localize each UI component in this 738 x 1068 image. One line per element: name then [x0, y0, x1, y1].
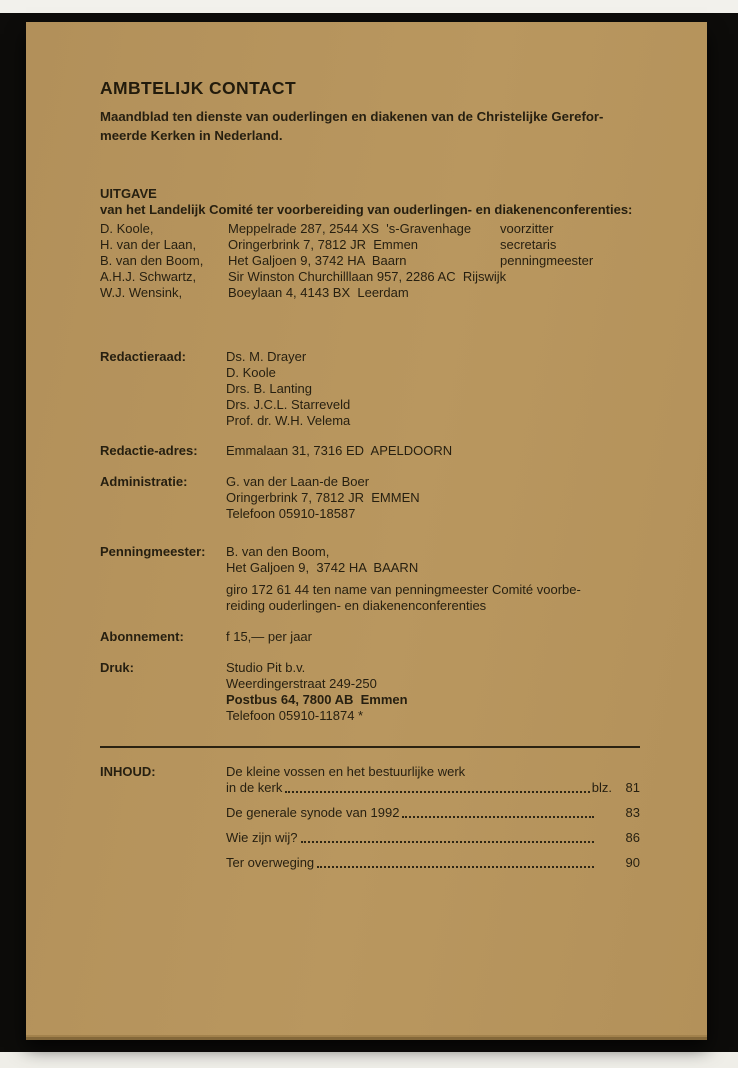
- section-redactieraad: [100, 349, 640, 429]
- uitgave-subheading: van het Landelijk Comité ter voorbereiding van ouderlingen- en diakenenconferenties:: [100, 202, 633, 218]
- subtitle-line: Maandblad ten dienste van ouderlingen en diakenen van de Christelijke Gerefor-: [100, 108, 604, 124]
- inhoud-section: [100, 764, 640, 871]
- value-line: G. van der Laan-de Boer: [226, 474, 370, 490]
- toc-title: Wie zijn wij?: [226, 830, 298, 846]
- uitgave-section: [100, 186, 640, 301]
- toc-page-row: [226, 780, 640, 796]
- toc-page-prefix: blz.: [591, 780, 612, 796]
- toc-title: De kleine vossen en het bestuurlijke werk: [226, 764, 466, 780]
- value-line: D. Koole: [226, 365, 276, 381]
- section-value: [226, 474, 640, 522]
- toc-item: [226, 764, 640, 796]
- value-line: Oringerbrink 7, 7812 JR EMMEN: [226, 490, 420, 506]
- member-role: secretaris: [500, 237, 557, 253]
- section-label: Penningmeester:: [100, 544, 206, 560]
- section-abonnement: [100, 629, 640, 645]
- section-value: [226, 349, 640, 429]
- member-row: [100, 269, 640, 285]
- section-label: Abonnement:: [100, 629, 184, 645]
- section-label: Administratie:: [100, 474, 188, 490]
- toc-page-number: 81: [625, 780, 640, 796]
- value-line: giro 172 61 44 ten name van penningmeester Comité voorbe-: [226, 582, 581, 598]
- value-line: Drs. B. Lanting: [226, 381, 312, 397]
- member-row: [100, 253, 640, 269]
- member-role: voorzitter: [500, 221, 554, 237]
- value-line: B. van den Boom,: [226, 544, 330, 560]
- value-line: Het Galjoen 9, 3742 HA BAARN: [226, 560, 419, 576]
- value-line: Weerdingerstraat 249-250: [226, 676, 377, 692]
- member-row: [100, 237, 640, 253]
- member-name: W.J. Wensink,: [100, 285, 183, 301]
- toc-title-row: [226, 764, 640, 780]
- member-address: Meppelrade 287, 2544 XS 's-Gravenhage: [228, 221, 472, 237]
- section-penningmeester: [100, 544, 640, 614]
- section-value: [226, 629, 640, 645]
- member-row: [100, 221, 640, 237]
- member-name: D. Koole,: [100, 221, 154, 237]
- section-value: [226, 544, 640, 614]
- page-content: [100, 78, 640, 871]
- divider-rule: [100, 746, 640, 748]
- toc-page-number: 86: [625, 830, 640, 846]
- scanner-edge-bottom: [0, 1052, 738, 1068]
- uitgave-heading: UITGAVE: [100, 186, 157, 202]
- toc-page-row: [226, 855, 640, 871]
- toc-page-row: [226, 805, 640, 821]
- value-line: reiding ouderlingen- en diakenenconferenties: [226, 598, 487, 614]
- value-line: f 15,— per jaar: [226, 629, 312, 645]
- toc-page-number: 83: [625, 805, 640, 821]
- value-line: Telefoon 05910-18587: [226, 506, 356, 522]
- member-address: Oringerbrink 7, 7812 JR Emmen: [228, 237, 419, 253]
- value-line: Drs. J.C.L. Starreveld: [226, 397, 351, 413]
- toc-item: [226, 805, 640, 821]
- subtitle-line: meerde Kerken in Nederland.: [100, 128, 283, 144]
- toc-page-number: 90: [625, 855, 640, 871]
- member-name: A.H.J. Schwartz,: [100, 269, 197, 285]
- section-value: [226, 443, 640, 459]
- toc-title: in de kerk: [226, 780, 283, 796]
- toc-page-row: [226, 830, 640, 846]
- section-administratie: [100, 474, 640, 522]
- value-line: Studio Pit b.v.: [226, 660, 306, 676]
- toc-title: Ter overweging: [226, 855, 315, 871]
- section-label: Redactie-adres:: [100, 443, 198, 459]
- toc-title: De generale synode van 1992: [226, 805, 400, 821]
- inhoud-label: INHOUD:: [100, 764, 156, 780]
- member-name: B. van den Boom,: [100, 253, 204, 269]
- colophon-sections: [100, 349, 640, 724]
- magazine-page: [26, 22, 707, 1035]
- toc-leader-dots: [301, 841, 594, 843]
- page-subtitle: [100, 107, 640, 147]
- member-role: penningmeester: [500, 253, 594, 269]
- section-redactie-adres: [100, 443, 640, 459]
- toc-leader-dots: [402, 816, 594, 818]
- section-label: Redactieraad:: [100, 349, 186, 365]
- toc-item: [226, 855, 640, 871]
- member-name: H. van der Laan,: [100, 237, 197, 253]
- toc-leader-dots: [317, 866, 594, 868]
- value-line: Ds. M. Drayer: [226, 349, 307, 365]
- toc-list: [226, 764, 640, 871]
- value-line: Prof. dr. W.H. Velema: [226, 413, 351, 429]
- toc-item: [226, 830, 640, 846]
- giro-note: [226, 582, 640, 614]
- value-line: Telefoon 05910-11874 *: [226, 708, 364, 724]
- member-address: Sir Winston Churchilllaan 957, 2286 AC Rijswijk: [228, 269, 507, 285]
- page-title: AMBTELIJK CONTACT: [100, 78, 297, 98]
- member-address: Het Galjoen 9, 3742 HA Baarn: [228, 253, 407, 269]
- section-value: [226, 660, 640, 724]
- section-label: Druk:: [100, 660, 134, 676]
- committee-members-list: [100, 221, 640, 301]
- value-line-bold: Postbus 64, 7800 AB Emmen: [226, 692, 408, 708]
- section-druk: [100, 660, 640, 724]
- value-line: Emmalaan 31, 7316 ED APELDOORN: [226, 443, 453, 459]
- member-address: Boeylaan 4, 4143 BX Leerdam: [228, 285, 409, 301]
- toc-leader-dots: [285, 791, 589, 793]
- scanner-edge-top: [0, 0, 738, 13]
- member-row: [100, 285, 640, 301]
